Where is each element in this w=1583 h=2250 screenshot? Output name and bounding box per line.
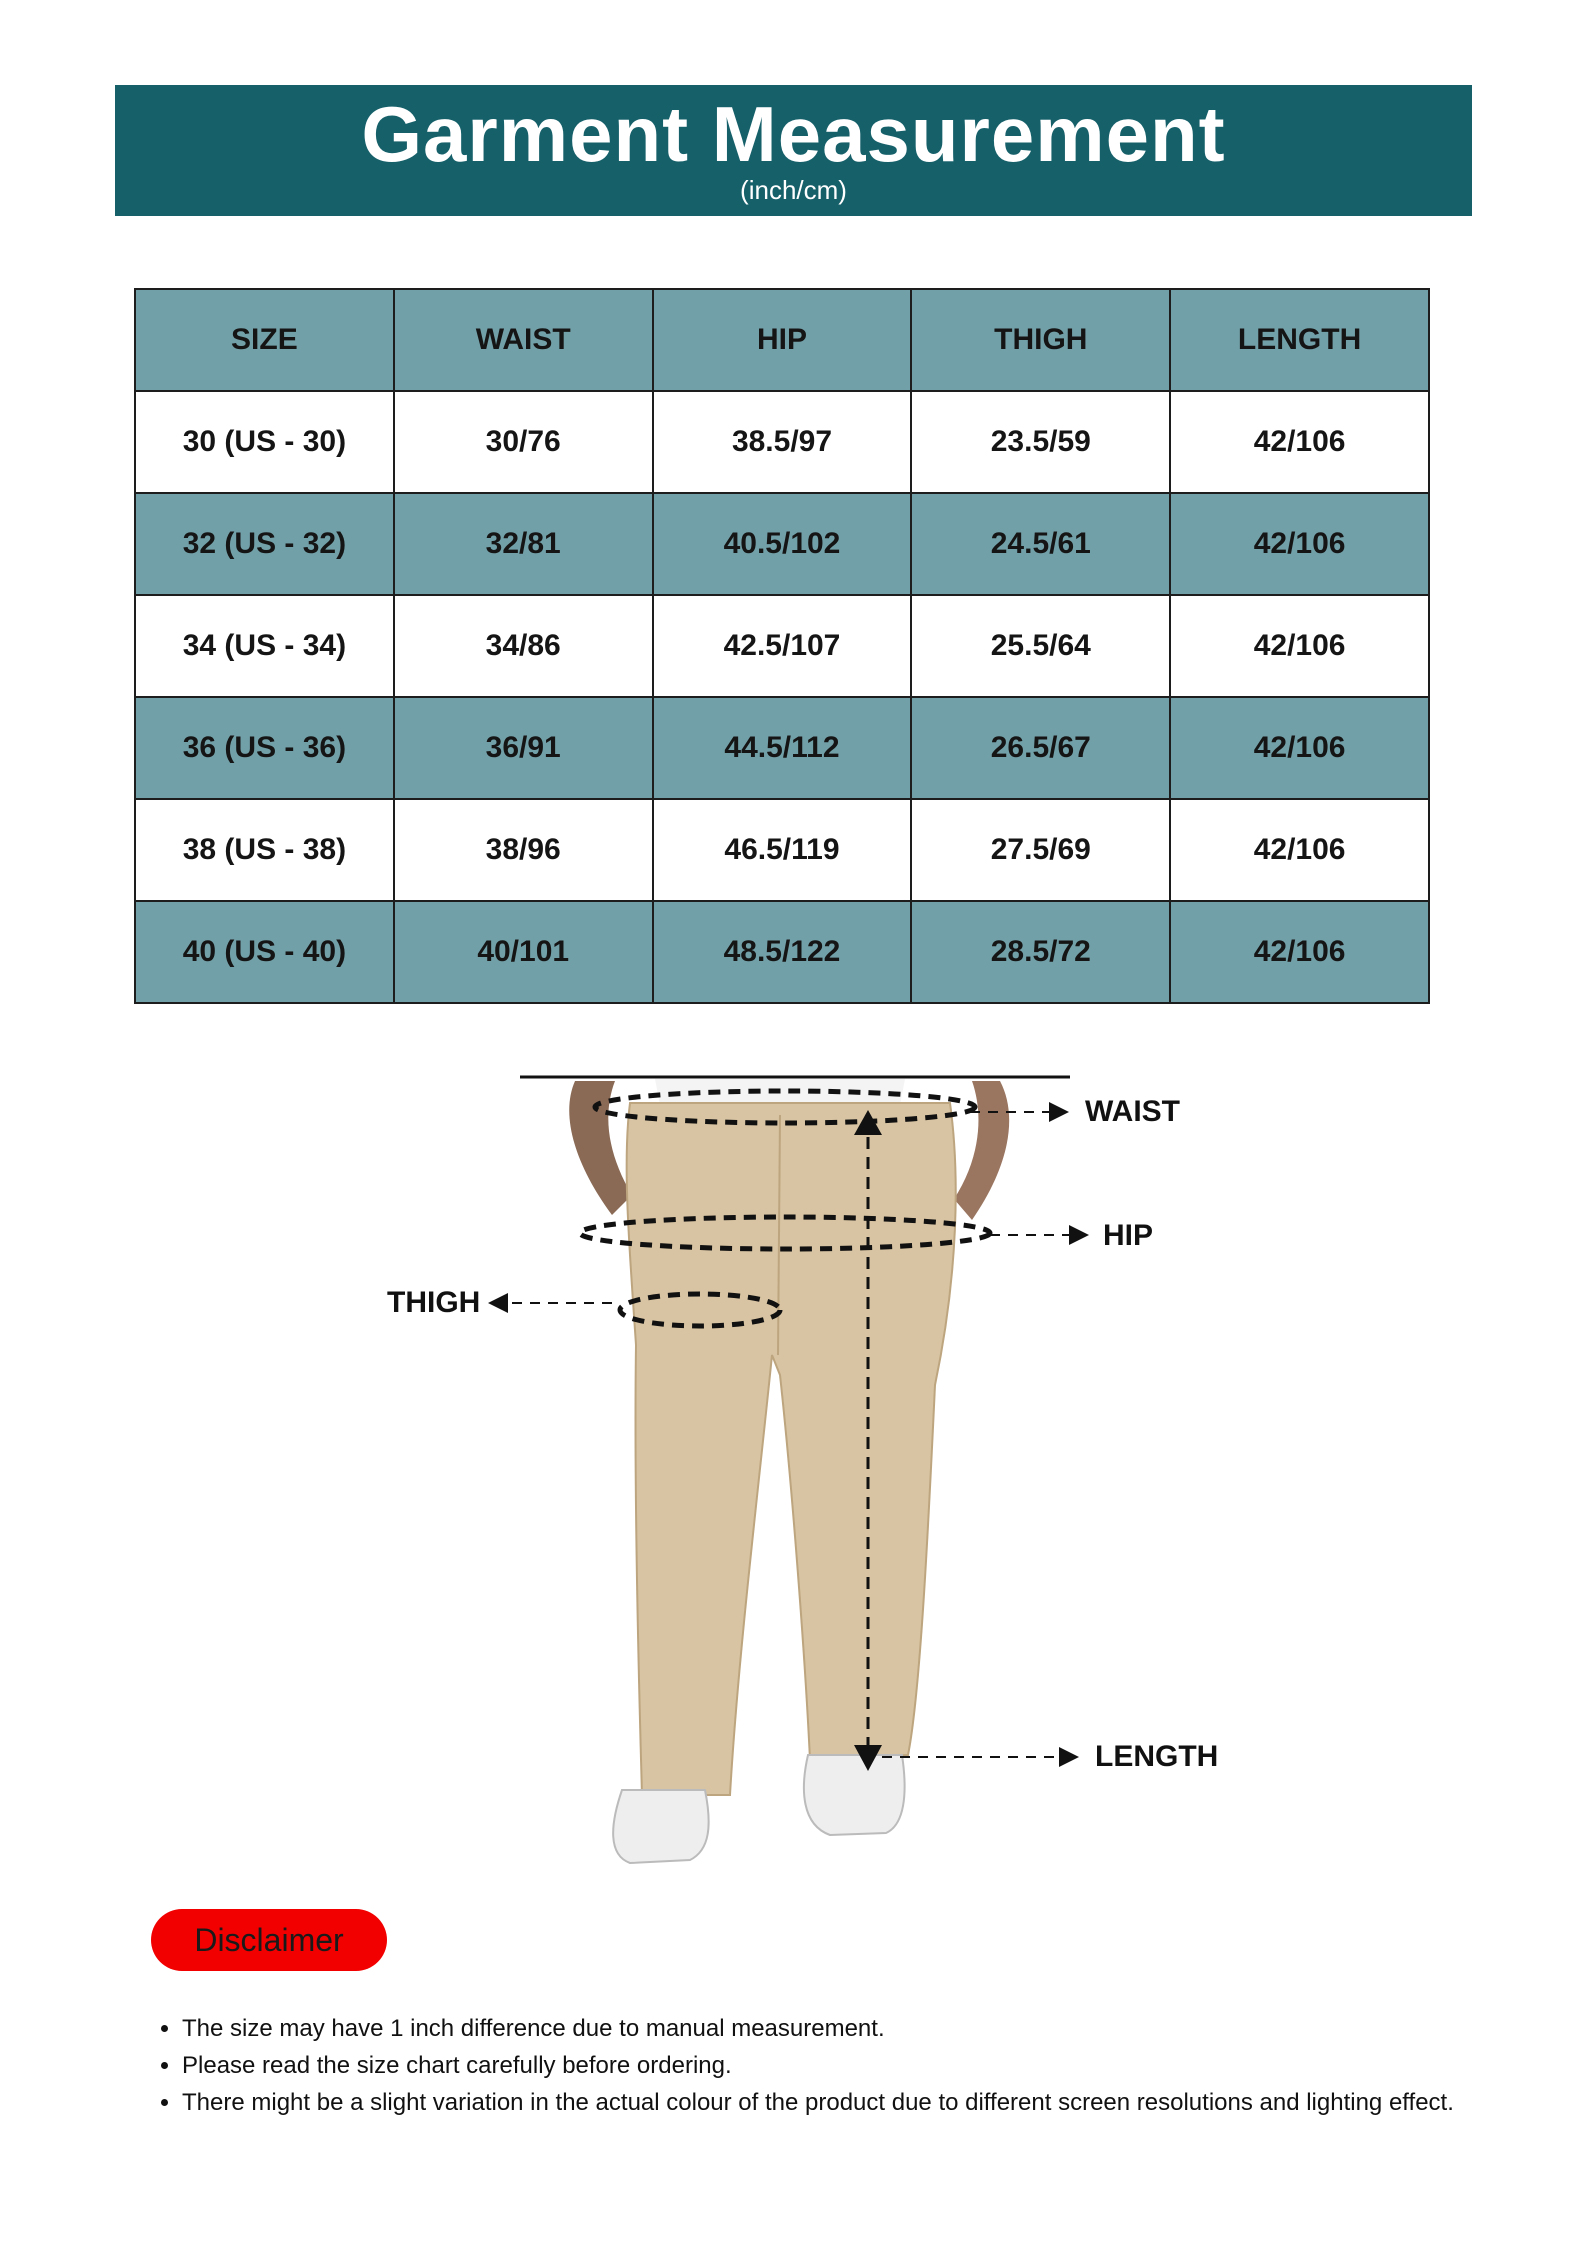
table-cell: 38 (US - 38): [135, 799, 394, 901]
table-row: [135, 697, 1429, 799]
waist-label: WAIST: [1085, 1095, 1180, 1128]
table-row: [135, 799, 1429, 901]
disclaimer-notes: [150, 2010, 1582, 2121]
table-cell: 44.5/112: [653, 697, 912, 799]
right-shoe: [804, 1755, 905, 1835]
table-row: [135, 901, 1429, 1003]
table-cell: 36 (US - 36): [135, 697, 394, 799]
table-cell: 42/106: [1170, 493, 1429, 595]
page-title: Garment Measurement: [361, 90, 1226, 178]
table-cell: 38/96: [394, 799, 653, 901]
list-item: • The size may have 1 inch difference due to manual measurement.: [182, 2010, 1582, 2047]
table-cell: 34 (US - 34): [135, 595, 394, 697]
column-header-size: SIZE: [135, 289, 394, 391]
table-cell: 42/106: [1170, 697, 1429, 799]
thigh-label: THIGH: [387, 1286, 481, 1319]
table-cell: 25.5/64: [911, 595, 1170, 697]
left-shoe: [613, 1790, 709, 1863]
table-cell: 42/106: [1170, 799, 1429, 901]
table-cell: 32 (US - 32): [135, 493, 394, 595]
column-header-hip: HIP: [653, 289, 912, 391]
length-label: LENGTH: [1095, 1740, 1219, 1773]
table-cell: 42/106: [1170, 901, 1429, 1003]
table-row: [135, 493, 1429, 595]
table-cell: 42/106: [1170, 595, 1429, 697]
table-row: [135, 595, 1429, 697]
table-cell: 40.5/102: [653, 493, 912, 595]
right-arm: [954, 1081, 1009, 1220]
column-header-thigh: THIGH: [911, 289, 1170, 391]
table-row: [135, 391, 1429, 493]
table-cell: 30 (US - 30): [135, 391, 394, 493]
table-cell: 42.5/107: [653, 595, 912, 697]
list-item: • There might be a slight variation in the actual colour of the product due to different screen resolutions and lighting effect.: [182, 2084, 1582, 2121]
table-cell: 26.5/67: [911, 697, 1170, 799]
trousers: [627, 1103, 956, 1795]
table-cell: 40/101: [394, 901, 653, 1003]
table-cell: 42/106: [1170, 391, 1429, 493]
table-cell: 28.5/72: [911, 901, 1170, 1003]
hip-label: HIP: [1103, 1219, 1154, 1252]
list-item: • Please read the size chart carefully before ordering.: [182, 2047, 1582, 2084]
table-cell: 36/91: [394, 697, 653, 799]
table-cell: 30/76: [394, 391, 653, 493]
title-banner: [115, 85, 1472, 216]
table-cell: 40 (US - 40): [135, 901, 394, 1003]
column-header-length: LENGTH: [1170, 289, 1429, 391]
table-cell: 34/86: [394, 595, 653, 697]
disclaimer-badge: Disclaimer: [151, 1909, 387, 1971]
column-header-waist: WAIST: [394, 289, 653, 391]
size-chart-table: [134, 288, 1430, 1004]
table-cell: 32/81: [394, 493, 653, 595]
table-cell: 24.5/61: [911, 493, 1170, 595]
table-header-row: [135, 289, 1429, 391]
trouser-illustration: [360, 1055, 1240, 1915]
table-cell: 38.5/97: [653, 391, 912, 493]
table-cell: 46.5/119: [653, 799, 912, 901]
table-cell: 27.5/69: [911, 799, 1170, 901]
left-arm: [569, 1081, 632, 1215]
table-cell: 48.5/122: [653, 901, 912, 1003]
measurement-diagram: [360, 1055, 1240, 1915]
table-cell: 23.5/59: [911, 391, 1170, 493]
unit-subtitle: (inch/cm): [740, 175, 847, 205]
